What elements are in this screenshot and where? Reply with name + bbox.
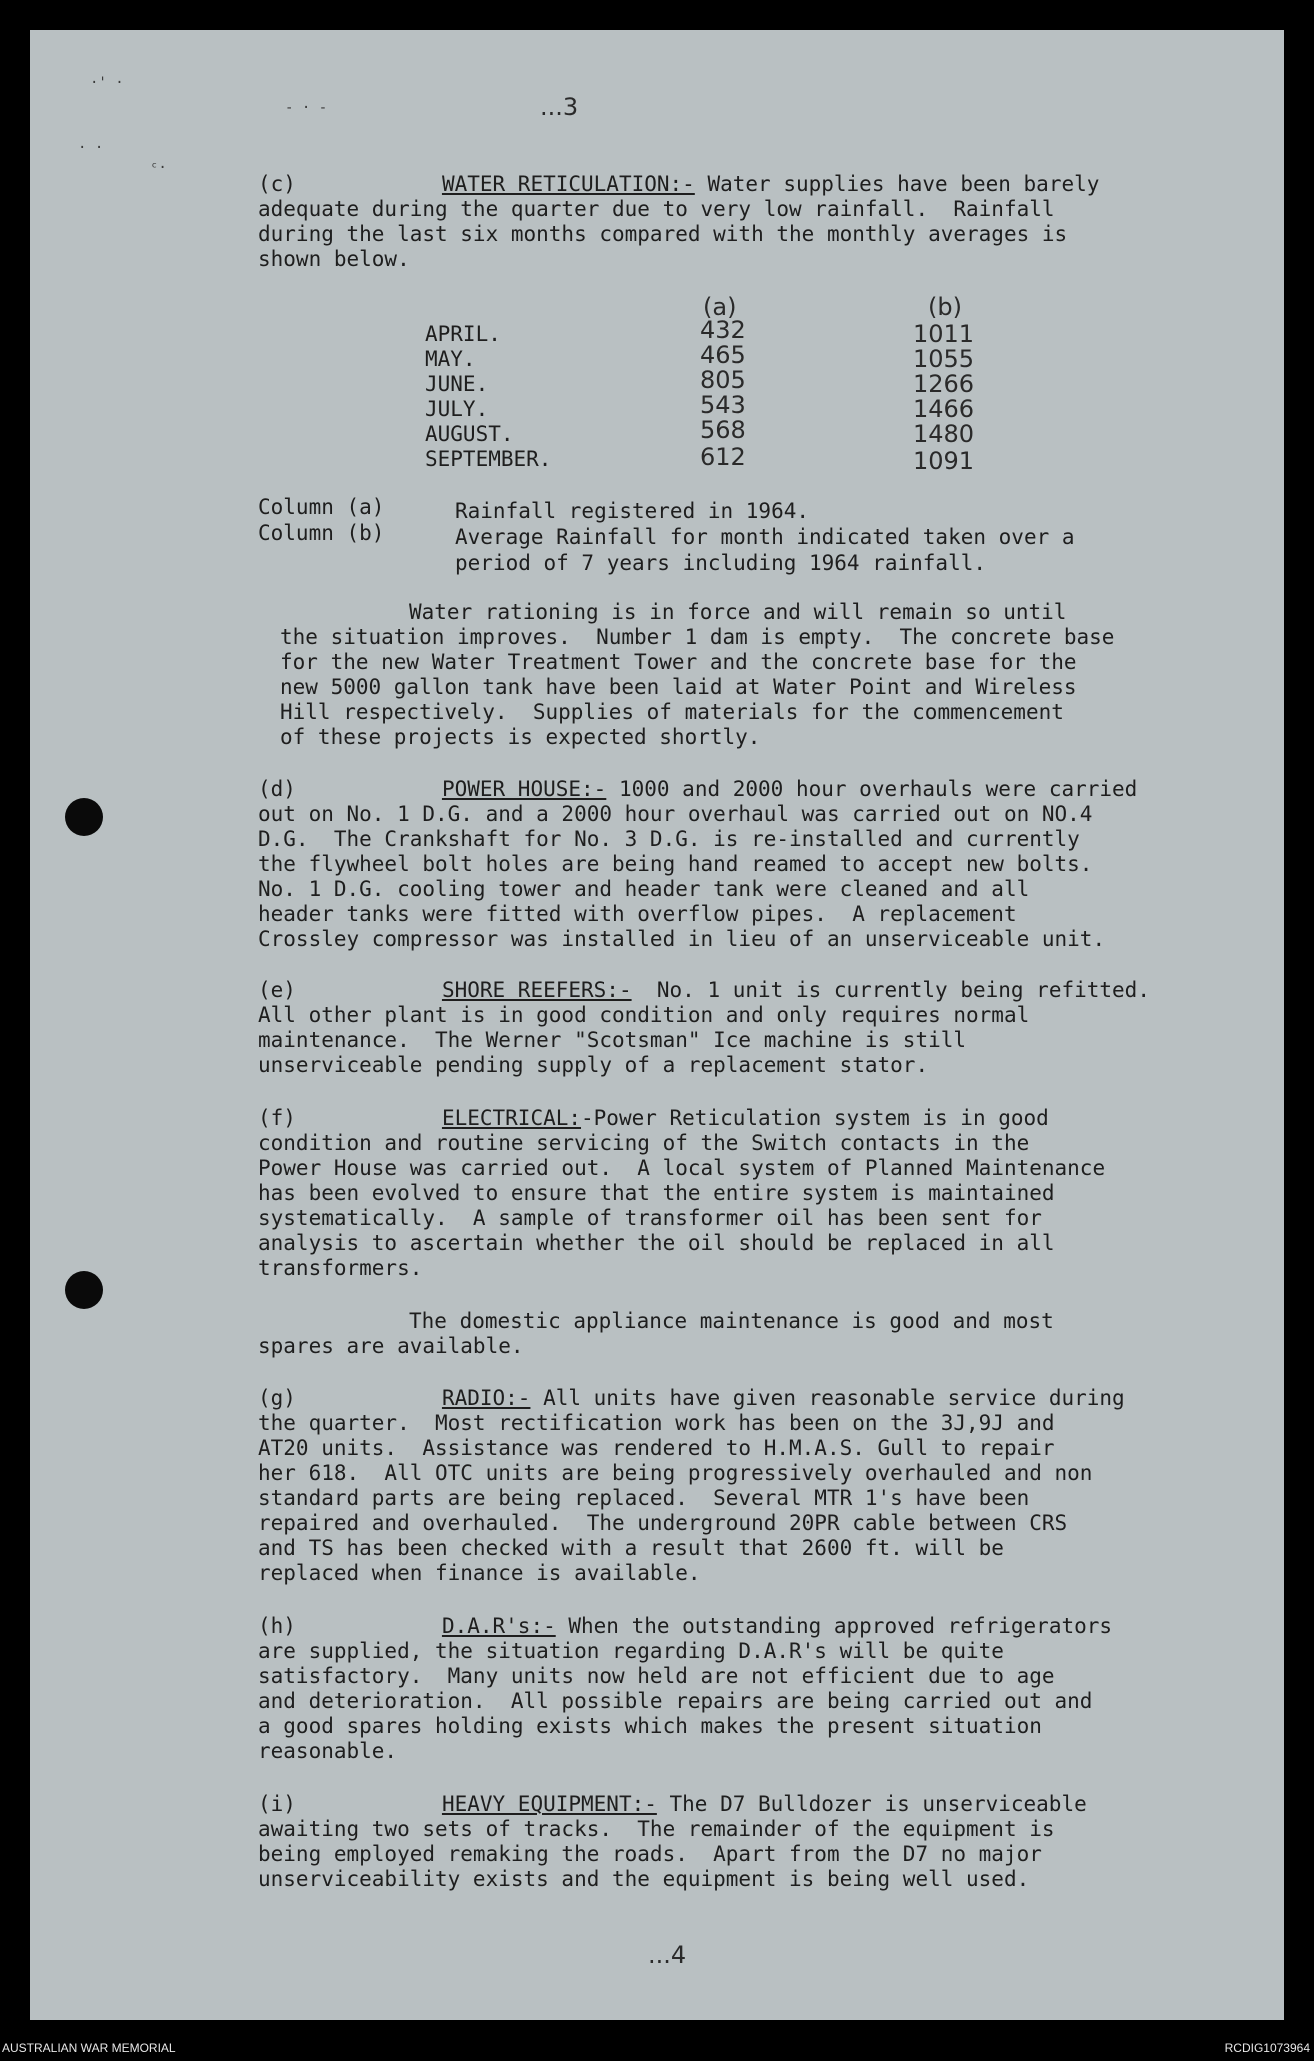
- section-water-para2-line: new 5000 gallon tank have been laid at Water Point and Wireless: [280, 675, 1077, 699]
- punch-hole-bottom: [65, 1271, 103, 1309]
- section-heading: ELECTRICAL:: [441, 1106, 582, 1130]
- legend-label: Column (b): [258, 521, 385, 545]
- section-letter: (i): [258, 1792, 296, 1816]
- section-radio-line: replaced when finance is available.: [258, 1561, 701, 1585]
- section-electrical-line: systematically. A sample of transformer oil has been sent for: [258, 1206, 1042, 1230]
- section-radio-line-1: [258, 1386, 1125, 1412]
- section-reefers-line: unserviceable pending supply of a replacement stator.: [258, 1053, 929, 1077]
- section-radio-line: her 618. All OTC units are being progressively overhauled and non: [258, 1461, 1093, 1485]
- column-b-header: (b): [928, 293, 962, 321]
- section-water-para2-line: Water rationing is in force and will remain so until: [409, 600, 1067, 624]
- section-power-line: No. 1 D.G. cooling tower and header tank were cleaned and all: [258, 877, 1030, 901]
- section-reefers-line: All other plant is in good condition and only requires normal: [258, 1003, 1030, 1027]
- legend-label: Column (a): [258, 495, 385, 519]
- page-number-top: ...3: [540, 93, 579, 121]
- section-electrical-line-1: [258, 1106, 1049, 1132]
- section-dar-line: and deterioration. All possible repairs are being carried out and: [258, 1689, 1093, 1713]
- section-letter: (c): [258, 172, 296, 196]
- table-row-a: 465: [700, 341, 746, 369]
- section-letter: (f): [258, 1106, 296, 1130]
- section-heading: HEAVY EQUIPMENT:-: [441, 1792, 657, 1816]
- section-dar-line: a good spares holding exists which makes the present situation: [258, 1714, 1042, 1738]
- smudge-mark: ᶜ·: [150, 160, 167, 176]
- section-water-line: during the last six months compared with the monthly averages is: [258, 222, 1068, 246]
- archive-footer: [0, 2035, 1314, 2061]
- table-row-a: 805: [700, 366, 746, 394]
- section-water-line: shown below.: [258, 247, 410, 271]
- section-heavy-line: being employed remaking the roads. Apart from the D7 no major: [258, 1842, 1042, 1866]
- section-dar-line: are supplied, the situation regarding D.A.R's will be quite: [258, 1639, 1004, 1663]
- section-electrical-para2-line: spares are available.: [258, 1334, 524, 1358]
- section-water-para2-line: for the new Water Treatment Tower and the concrete base for the: [280, 650, 1077, 674]
- table-row-b: 1091: [913, 447, 975, 475]
- section-text: All units have given reasonable service during: [530, 1386, 1125, 1410]
- section-electrical-line: has been evolved to ensure that the entire system is maintained: [258, 1181, 1055, 1205]
- table-row-b: 1011: [913, 320, 975, 348]
- section-radio-line: standard parts are being replaced. Several MTR 1's have been: [258, 1486, 1030, 1510]
- legend-text: period of 7 years including 1964 rainfall.: [455, 551, 987, 575]
- section-heading: RADIO:-: [441, 1386, 531, 1410]
- section-water-para2-line: the situation improves. Number 1 dam is empty. The concrete base: [280, 625, 1115, 649]
- page-number-bottom: ...4: [648, 1941, 687, 1969]
- section-letter: (e): [258, 978, 296, 1002]
- section-text: When the outstanding approved refrigerators: [555, 1614, 1113, 1638]
- table-row-a: 612: [700, 443, 746, 471]
- table-row-a: 568: [700, 416, 746, 444]
- section-power-line: the flywheel bolt holes are being hand reamed to accept new bolts.: [258, 852, 1093, 876]
- section-power-line: D.G. The Crankshaft for No. 3 D.G. is re-installed and currently: [258, 827, 1080, 851]
- section-dar-line: reasonable.: [258, 1739, 398, 1763]
- section-water-para2-line: Hill respectively. Supplies of materials for the commencement: [280, 700, 1064, 724]
- section-electrical-para2-line: The domestic appliance maintenance is good and most: [409, 1309, 1054, 1333]
- section-heading: POWER HOUSE:-: [441, 777, 607, 801]
- section-dar-line: satisfactory. Many units now held are not efficient due to age: [258, 1664, 1055, 1688]
- table-row-a: 432: [700, 316, 746, 344]
- table-row-month: SEPTEMBER.: [425, 447, 552, 471]
- section-text: 1000 and 2000 hour overhauls were carried: [606, 777, 1138, 801]
- punch-hole-top: [65, 798, 103, 836]
- table-row-a: 543: [700, 391, 746, 419]
- table-row-b: 1480: [913, 420, 975, 448]
- section-letter: (d): [258, 777, 296, 801]
- smudge-mark: ·' ·: [90, 75, 124, 91]
- table-row-month: JUNE.: [425, 372, 489, 396]
- section-heading: D.A.R's:-: [441, 1614, 556, 1638]
- section-heading: WATER RETICULATION:-: [441, 172, 695, 196]
- section-radio-line: repaired and overhauled. The underground 20PR cable between CRS: [258, 1511, 1068, 1535]
- smudge-mark: · ·: [78, 140, 104, 156]
- table-row-b: 1266: [913, 370, 975, 398]
- section-water-para2-line: of these projects is expected shortly.: [280, 725, 761, 749]
- table-row-month: JULY.: [425, 397, 489, 421]
- section-electrical-line: transformers.: [258, 1256, 423, 1280]
- section-heavy-line: unserviceability exists and the equipment is being well used.: [258, 1867, 1030, 1891]
- section-dar-line-1: [258, 1614, 1112, 1640]
- footer-source: AUSTRALIAN WAR MEMORIAL: [2, 2041, 176, 2055]
- section-radio-line: the quarter. Most rectification work has been on the 3J,9J and: [258, 1411, 1055, 1435]
- legend-text: Rainfall registered in 1964.: [455, 499, 810, 523]
- table-row-month: APRIL.: [425, 322, 501, 346]
- section-heading: SHORE REEFERS:-: [441, 978, 632, 1002]
- section-electrical-line: Power House was carried out. A local system of Planned Maintenance: [258, 1156, 1106, 1180]
- footer-id: RCDIG1073964: [1224, 2041, 1310, 2055]
- section-radio-line: AT20 units. Assistance was rendered to H.M.A.S. Gull to repair: [258, 1436, 1055, 1460]
- section-radio-line: and TS has been checked with a result that 2600 ft. will be: [258, 1536, 1004, 1560]
- section-letter: (g): [258, 1386, 296, 1410]
- section-text: The D7 Bulldozer is unserviceable: [656, 1792, 1087, 1816]
- section-water-line-1: [258, 172, 1099, 198]
- section-electrical-line: condition and routine servicing of the Switch contacts in the: [258, 1131, 1030, 1155]
- section-power-line-1: [258, 777, 1137, 803]
- section-power-line: header tanks were fitted with overflow pipes. A replacement: [258, 902, 1017, 926]
- section-reefers-line-1: [258, 978, 1150, 1004]
- section-letter: (h): [258, 1614, 296, 1638]
- section-text: No. 1 unit is currently being refitted.: [631, 978, 1150, 1002]
- section-reefers-line: maintenance. The Werner "Scotsman" Ice machine is still: [258, 1028, 967, 1052]
- table-row-month: MAY.: [425, 347, 476, 371]
- section-text: Water supplies have been barely: [694, 172, 1100, 196]
- section-water-line: adequate during the quarter due to very low rainfall. Rainfall: [258, 197, 1055, 221]
- table-row-b: 1055: [913, 345, 975, 373]
- legend-text: Average Rainfall for month indicated taken over a: [455, 525, 1075, 549]
- section-power-line: Crossley compressor was installed in lieu of an unserviceable unit.: [258, 927, 1106, 951]
- section-heavy-line-1: [258, 1792, 1087, 1818]
- table-row-month: AUGUST.: [425, 422, 514, 446]
- section-heavy-line: awaiting two sets of tracks. The remainder of the equipment is: [258, 1817, 1055, 1841]
- column-a-header: (a): [703, 293, 737, 321]
- section-text: -Power Reticulation system is in good: [581, 1106, 1049, 1130]
- table-row-b: 1466: [913, 395, 975, 423]
- section-electrical-line: analysis to ascertain whether the oil should be replaced in all: [258, 1231, 1055, 1255]
- smudge-mark: - · -: [285, 100, 328, 116]
- section-power-line: out on No. 1 D.G. and a 2000 hour overhaul was carried out on NO.4: [258, 802, 1093, 826]
